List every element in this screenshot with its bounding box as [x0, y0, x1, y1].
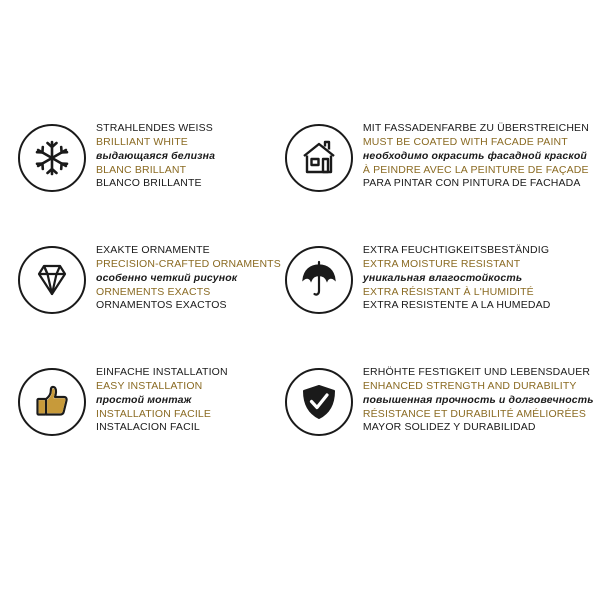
label-es: MAYOR SOLIDEZ Y DURABILIDAD: [362, 421, 536, 434]
label-en: PRECISION-CRAFTED ORNAMENTS: [96, 257, 281, 270]
label-ru: простой монтаж: [96, 393, 192, 406]
feature-item-brilliant-white: [18, 120, 281, 242]
feature-labels: [363, 242, 551, 313]
umbrella-badge: [285, 246, 353, 314]
label-en: EXTRA MOISTURE RESISTANT: [362, 257, 521, 270]
feature-labels: [363, 120, 589, 191]
feature-labels: [96, 364, 228, 435]
label-de: MIT FASSADENFARBE ZU ÜBERSTREICHEN: [362, 122, 589, 134]
label-fr: RÉSISTANCE ET DURABILITÉ AMÉLIORÉES: [362, 407, 586, 420]
umbrella-icon: [299, 260, 339, 300]
snowflake-icon: [32, 138, 72, 178]
label-ru: выдающаяся белизна: [96, 149, 216, 162]
features-grid: [18, 120, 594, 486]
label-fr: BLANC BRILLANT: [96, 163, 187, 176]
label-de: ERHÖHTE FESTIGKEIT UND LEBENSDAUER: [362, 366, 591, 378]
thumbs-up-icon: [32, 382, 72, 422]
label-es: BLANCO BRILLANTE: [96, 177, 202, 190]
feature-labels: [96, 242, 281, 313]
house-badge: [285, 124, 353, 192]
thumbs-up-badge: [18, 368, 86, 436]
label-de: EINFACHE INSTALLATION: [96, 366, 228, 378]
label-fr: INSTALLATION FACILE: [96, 407, 212, 420]
feature-item-easy-installation: [18, 364, 281, 486]
snowflake-badge: [18, 124, 86, 192]
feature-item-facade-paint: [285, 120, 594, 242]
feature-item-precision-ornaments: [18, 242, 281, 364]
label-fr: EXTRA RÉSISTANT À L'HUMIDITÉ: [362, 285, 534, 298]
label-es: EXTRA RESISTENTE A LA HUMEDAD: [362, 299, 551, 312]
label-en: ENHANCED STRENGTH AND DURABILITY: [362, 379, 577, 392]
label-de: EXTRA FEUCHTIGKEITSBESTÄNDIG: [362, 244, 550, 256]
feature-labels: [363, 364, 594, 435]
label-en: MUST BE COATED WITH FACADE PAINT: [362, 135, 568, 148]
feature-item-moisture-resistant: [285, 242, 594, 364]
label-ru: уникальная влагостойкость: [362, 271, 523, 284]
label-ru: особенно четкий рисунок: [96, 271, 238, 284]
label-ru: необходимо окрасить фасадной краской: [362, 149, 587, 162]
diamond-icon: [31, 261, 73, 299]
diamond-badge: [18, 246, 86, 314]
label-es: ORNAMENTOS EXACTOS: [96, 299, 227, 312]
label-en: BRILLIANT WHITE: [96, 135, 188, 148]
label-de: EXAKTE ORNAMENTE: [96, 244, 210, 256]
shield-check-icon: [300, 382, 338, 422]
feature-labels: [96, 120, 215, 191]
label-fr: À PEINDRE AVEC LA PEINTURE DE FAÇADE: [362, 163, 589, 176]
feature-item-strength-durability: [285, 364, 594, 486]
label-es: INSTALACION FACIL: [96, 421, 200, 434]
label-es: PARA PINTAR CON PINTURA DE FACHADA: [362, 177, 581, 190]
label-en: EASY INSTALLATION: [96, 379, 203, 392]
house-icon: [298, 138, 340, 178]
label-ru: повышенная прочность и долговечность: [362, 393, 594, 406]
label-de: STRAHLENDES WEISS: [96, 122, 213, 134]
shield-check-badge: [285, 368, 353, 436]
label-fr: ORNEMENTS EXACTS: [96, 285, 211, 298]
